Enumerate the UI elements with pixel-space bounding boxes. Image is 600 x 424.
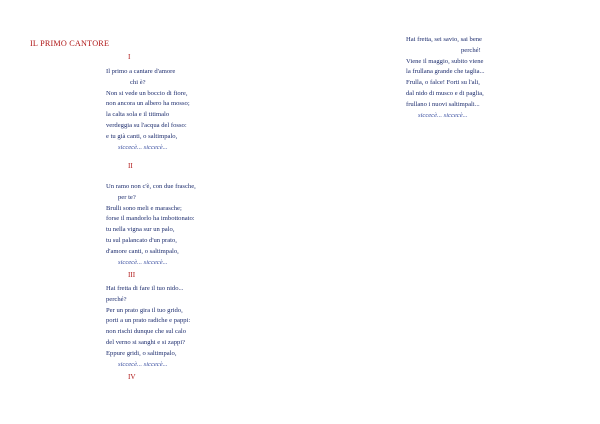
verse-line: non ancora un albero ha mosso; (106, 100, 190, 108)
stanza-4 (406, 35, 485, 121)
verse-line: Brulli sono meli e marasche; (106, 204, 182, 212)
verse-line: per te? (118, 193, 136, 201)
verse-line: verdeggia su l'acqua del fosso: (106, 121, 187, 129)
stanza-numeral-4: IV (128, 373, 136, 381)
verse-line: perché? (106, 295, 127, 303)
verse-line: dal nido di musco e di paglia, (406, 89, 484, 97)
verse-line: Per un prato gira il tuo grido, (106, 306, 183, 314)
poem-title: IL PRIMO CANTORE (30, 39, 110, 48)
stanza-numeral-3: III (128, 271, 136, 279)
stanza-1 (106, 67, 190, 153)
verse-line: Hai fretta, sei savio, sai bene (406, 36, 482, 43)
verse-line: Non si vede un boccio di fiore, (106, 89, 188, 97)
stanza-numeral-1: I (128, 53, 131, 61)
verse-line: tu sul palancato d'un prato, (106, 236, 177, 244)
verse-line: forse il mandorlo ha imbottonato: (106, 215, 195, 223)
stanza-numeral-2: II (128, 162, 133, 170)
stanza-3 (106, 284, 190, 370)
verse-line: Frulla, o falce! Forti su l'ali, (406, 79, 480, 87)
verse-line: tu nella vigna sur un palo, (106, 226, 175, 234)
refrain-line: siccecè... siccecè... (118, 258, 168, 266)
verse-line: Viene il maggio, subito viene (406, 57, 484, 65)
verse-line: perché! (461, 46, 481, 54)
verse-line: Il primo a cantare d'amore (106, 68, 176, 75)
verse-line: Un ramo non c'è, con due frasche, (106, 183, 196, 190)
refrain-line: siccecè... siccecè... (118, 143, 168, 151)
refrain-line: siccecè... siccecè... (118, 360, 168, 368)
verse-line: la calta sola e il titimalo (106, 111, 170, 119)
verse-line: Hai fretta di fare il tuo nido... (106, 285, 184, 292)
verse-line: non rischi dunque che sul calo (106, 328, 187, 336)
verse-line: d'amore canti, o saltimpalo, (106, 247, 179, 255)
verse-line: la frullana grande che taglia... (406, 68, 485, 76)
refrain-line: siccecè... siccecè... (418, 111, 468, 119)
verse-line: del verno si sanghi e si zappi? (106, 338, 186, 346)
verse-line: porti a un prato radiche e pappi: (106, 317, 191, 325)
verse-line: Eppure gridi, o saltimpalo, (106, 349, 177, 357)
verse-line: chi è? (130, 78, 146, 86)
verse-line: e tu già canti, o saltimpalo, (106, 132, 178, 140)
verse-line: frullano i nuovi saltimpali... (406, 100, 480, 108)
stanza-2 (106, 182, 196, 268)
